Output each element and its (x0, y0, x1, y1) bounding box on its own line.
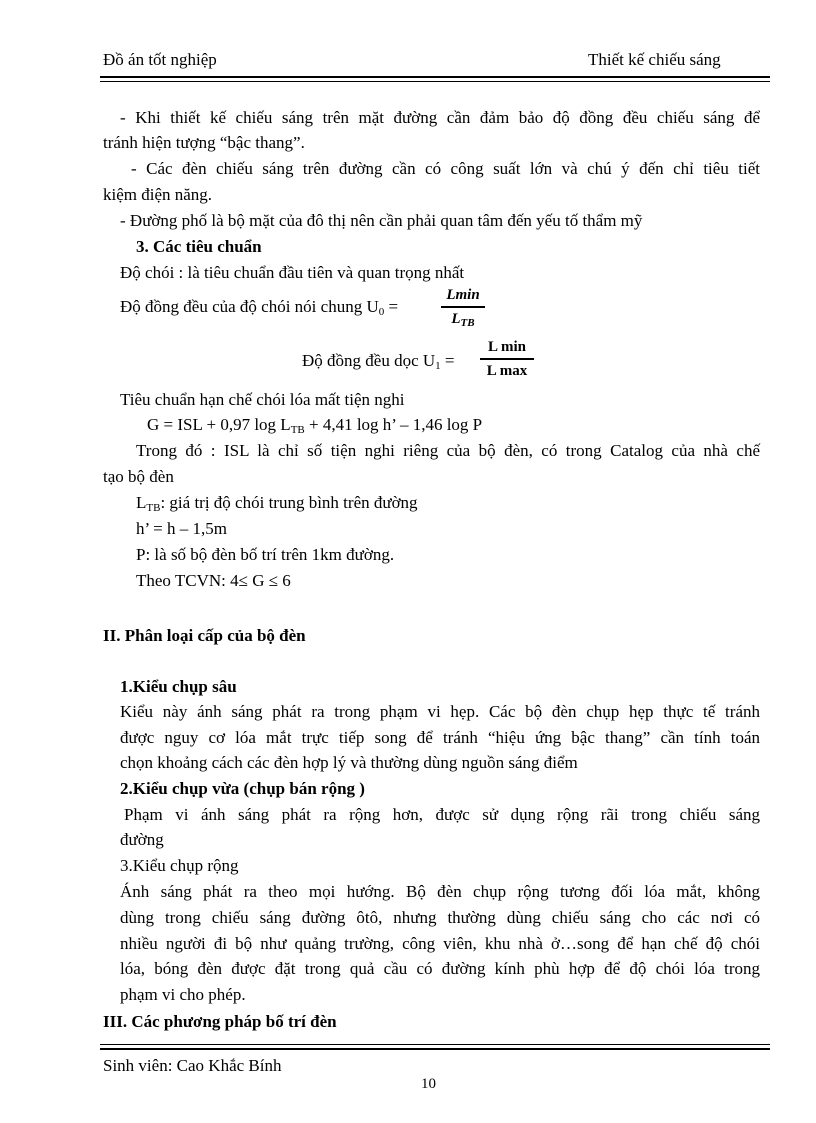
footer-rule-thin (100, 1044, 770, 1045)
tcvn-line: Theo TCVN: 4≤ G ≤ 6 (136, 571, 291, 590)
u0-denominator: $L_{TB}$ (451, 310, 475, 329)
subsection-heading: 3.Kiểu chụp rộng (120, 856, 239, 875)
u1-label: Độ đồng đều dọc $U_1$ = (302, 351, 455, 372)
header-rule-thick (100, 76, 770, 78)
para-line: tạo bộ đèn (103, 467, 174, 486)
g-formula: G = ISL + 0,97 $\log L_{TB} + 4,41$ log h’ – 1,46 log P (147, 415, 483, 436)
u0-numerator: Lmin (446, 287, 480, 303)
header-left: Đồ án tốt nghiệp (103, 50, 217, 69)
header-right: Thiết kế chiếu sáng (588, 50, 721, 69)
para-line: kiệm điện năng. (103, 185, 213, 204)
para-line: - Khi thiết kế chiếu sáng trên mặt đường cần đảm bảo độ đồng đều chiếu sáng để (120, 108, 760, 127)
subsection-heading: 1.Kiểu chụp sâu (120, 677, 237, 696)
footer-student: Sinh viên: Cao Khắc Bính (103, 1056, 282, 1075)
ltb-definition: $L_{TB}$: giá trị độ chói trung bình trên đường (136, 493, 418, 514)
hprime-definition: h’ = h – 1,5m (136, 519, 227, 538)
footer-rule-thick (100, 1048, 770, 1050)
u1-denominator: L max (486, 362, 528, 379)
para-line: đường (120, 830, 164, 849)
section-heading: II. Phân loại cấp của bộ đèn (103, 626, 306, 645)
u1-numerator: L min (488, 339, 526, 355)
para-line: Tiêu chuẩn hạn chế chói lóa mất tiện nghi (120, 390, 405, 409)
para-line: dùng trong chiếu sáng đường ôtô, nhưng thường dùng chiếu sáng cho các nơi có (120, 908, 760, 927)
section-heading: III. Các phương pháp bố trí đèn (103, 1012, 337, 1031)
para-line: tránh hiện tượng “bậc thang”. (103, 133, 305, 152)
p-definition: P: là số bộ đèn bố trí trên 1km đường. (136, 545, 395, 564)
fraction-bar (441, 306, 485, 308)
para-line: Độ chói : là tiêu chuẩn đầu tiên và quan trọng nhất (120, 263, 465, 282)
section-heading: 3. Các tiêu chuẩn (136, 237, 262, 256)
header-rule-thin (100, 81, 770, 82)
para-line: Ánh sáng phát ra theo mọi hướng. Bộ đèn chụp rộng tương đối lóa mắt, không (120, 882, 760, 901)
para-line: Kiểu này ánh sáng phát ra trong phạm vi hẹp. Các bộ đèn chụp hẹp thực tế tránh (120, 702, 760, 721)
para-line: - Đường phố là bộ mặt của đô thị nên cần phải quan tâm đến yếu tố thẩm mỹ (120, 211, 643, 230)
u0-label: Độ đồng đều của độ chói nói chung $U_0$ = (120, 297, 399, 318)
para-line: lóa, bóng đèn được đặt trong quả cầu có đường kính phù hợp để độ chói lóa trong (120, 959, 760, 978)
fraction-bar (480, 358, 534, 360)
para-line: Phạm vi ánh sáng phát ra rộng hơn, được sử dụng rộng rãi trong chiếu sáng (124, 805, 760, 824)
u0-fraction (441, 286, 485, 332)
para-line: chọn khoảng cách các đèn hợp lý và thường dùng nguồn sáng điểm (120, 753, 578, 772)
para-line: - Các đèn chiếu sáng trên đường cần có công suất lớn và chú ý đến chỉ tiêu tiết (131, 159, 760, 178)
para-line: được nguy cơ lóa mắt trực tiếp song để tránh “hiệu ứng bậc thang” cần tính toán (120, 728, 760, 747)
page-number: 10 (421, 1076, 436, 1092)
para-line: phạm vi cho phép. (120, 985, 246, 1004)
subsection-heading: 2.Kiểu chụp vừa (chụp bán rộng ) (120, 779, 365, 798)
para-line: Trong đó : ISL là chỉ số tiện nghi riêng của bộ đèn, có trong Catalog của nhà chế (136, 441, 760, 460)
u1-fraction (480, 338, 534, 380)
para-line: nhiều người đi bộ như quảng trường, công viên, khu nhà ở…song để hạn chế độ chói (120, 934, 760, 953)
